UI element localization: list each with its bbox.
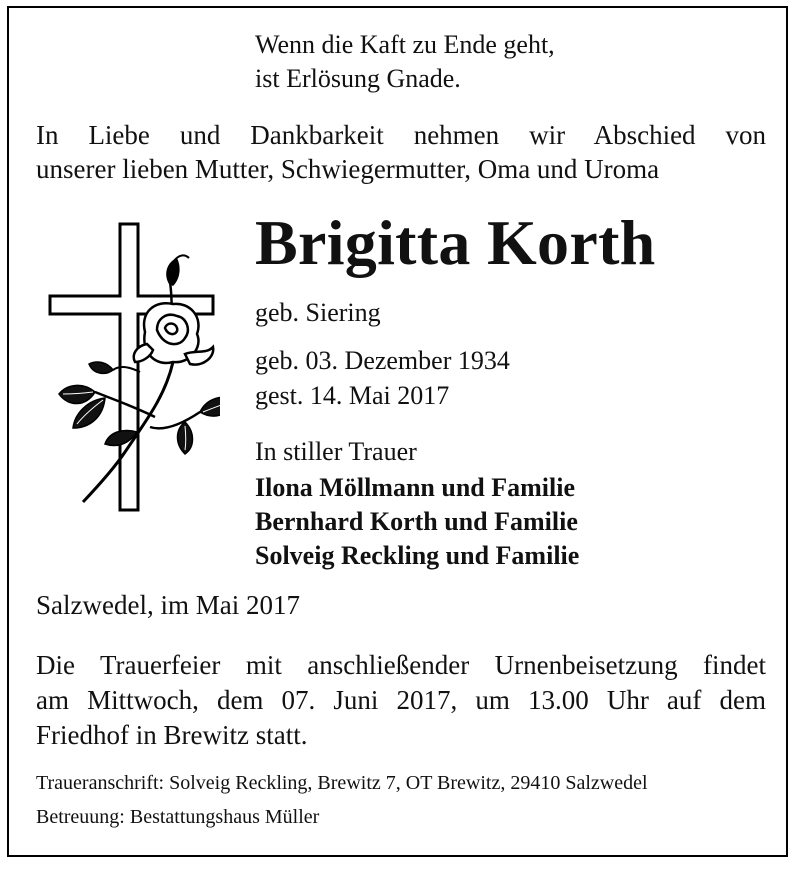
ceremony-line-1: Die Trauerfeier mit anschließender Urnenbeisetzung findet [36, 650, 766, 680]
mourning-address: Traueranschrift: Solveig Reckling, Brewitz 7, OT Brewitz, 29410 Salzwedel [36, 772, 648, 794]
intro-line-2: unserer lieben Mutter, Schwiegermutter, Oma und Uroma [36, 154, 660, 184]
death-date: gest. 14. Mai 2017 [255, 381, 450, 410]
maiden-name: geb. Siering [255, 298, 381, 327]
ceremony-line-3: Friedhof in Brewitz statt. [36, 720, 308, 750]
birth-date: geb. 03. Dezember 1934 [255, 346, 510, 375]
mourning-label: In stiller Trauer [255, 437, 417, 466]
motto-line-1: Wenn die Kaft zu Ende geht, [255, 30, 555, 59]
cross-with-rose-icon [45, 222, 220, 512]
family-line-2: Bernhard Korth und Familie [255, 507, 578, 536]
family-line-3: Solveig Reckling und Familie [255, 541, 580, 570]
deceased-name: Brigitta Korth [255, 207, 656, 278]
funeral-care: Betreuung: Bestattungshaus Müller [36, 806, 320, 828]
ceremony-line-2: am Mittwoch, dem 07. Juni 2017, um 13.00 Uhr auf dem [36, 685, 766, 715]
family-line-1: Ilona Möllmann und Familie [255, 473, 575, 502]
place-date: Salzwedel, im Mai 2017 [36, 590, 300, 620]
intro-line-1: In Liebe und Dankbarkeit nehmen wir Abschied von [36, 120, 766, 150]
motto-line-2: ist Erlösung Gnade. [255, 64, 461, 93]
